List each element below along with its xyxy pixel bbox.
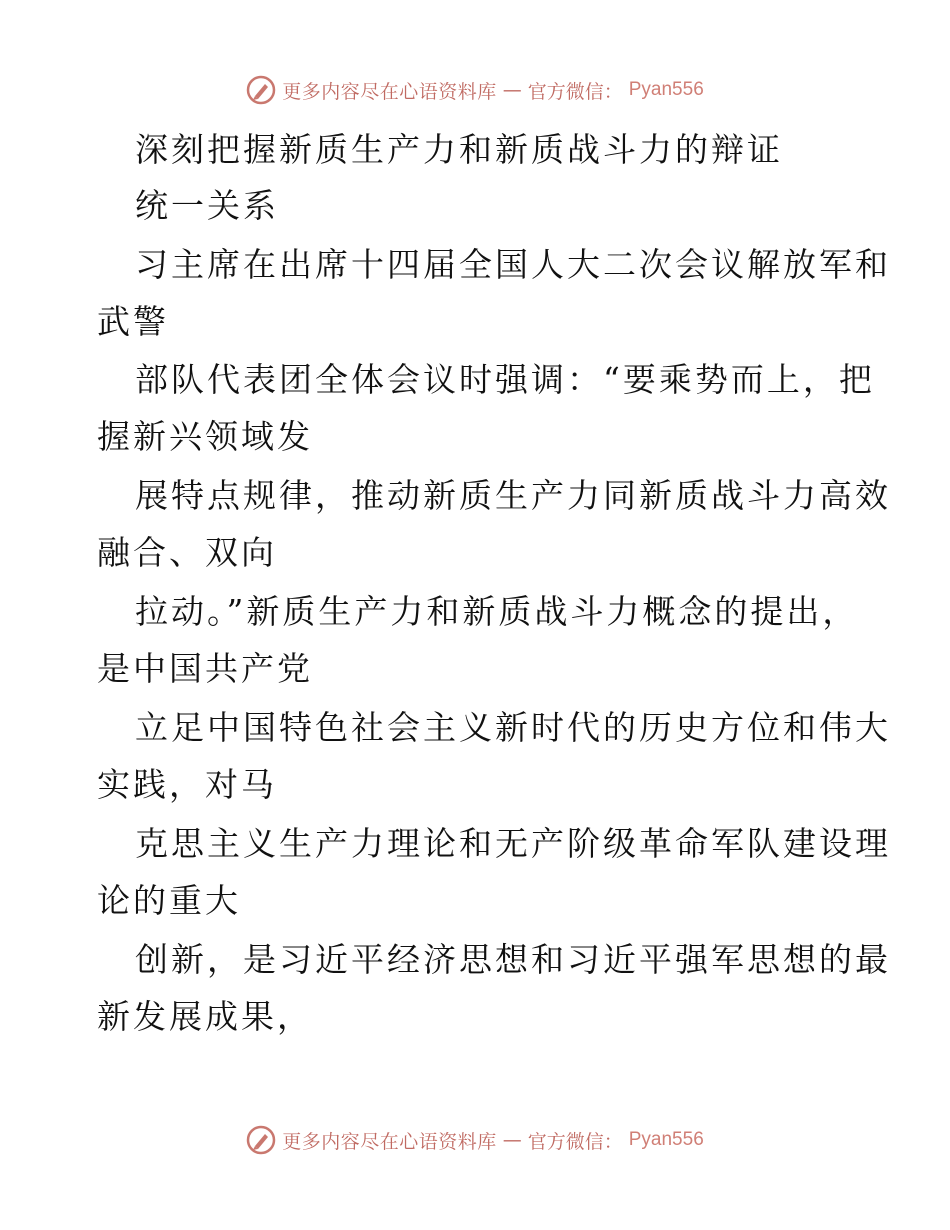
watermark-wechat-label: 官方微信： (527, 80, 623, 103)
body-line: 创新，是习近平经济思想和习近平强军思想的最 (135, 940, 891, 979)
body-line: 部队代表团全体会议时强调：“要乘势而上，把 (135, 360, 875, 399)
body-line: 习主席在出席十四届全国人大二次会议解放军和 (135, 245, 891, 284)
pen-logo-icon (246, 75, 276, 105)
body-line: 展特点规律，推动新质生产力同新质战斗力高效 (135, 476, 891, 515)
watermark-dash: — (502, 79, 522, 101)
footer-watermark (0, 1122, 950, 1158)
header-watermark (0, 72, 950, 108)
body-line: 融合、双向 (97, 533, 277, 572)
body-line: 实践，对马 (97, 765, 277, 804)
watermark-wechat-label: 官方微信： (527, 1130, 623, 1153)
body-line: 统一关系 (135, 186, 279, 225)
body-line: 武警 (97, 302, 169, 341)
watermark-site-text: 更多内容尽在心语资料库 (282, 1130, 497, 1153)
body-line: 是中国共产党 (97, 649, 313, 688)
body-line: 握新兴领域发 (97, 417, 313, 456)
body-line: 深刻把握新质生产力和新质战斗力的辩证 (135, 130, 783, 169)
body-line: 立足中国特色社会主义新时代的历史方位和伟大 (135, 708, 891, 747)
pen-logo-icon (246, 1125, 276, 1155)
body-line: 论的重大 (97, 881, 241, 920)
watermark-dash: — (502, 1129, 522, 1151)
body-line: 新发展成果， (97, 997, 313, 1036)
watermark-site-text: 更多内容尽在心语资料库 (282, 80, 497, 103)
body-line: 克思主义生产力理论和无产阶级革命军队建设理 (135, 824, 891, 863)
body-line: 拉动。”新质生产力和新质战斗力概念的提出， (135, 592, 859, 631)
watermark-wechat-id: Pyan556 (628, 79, 704, 100)
watermark-wechat-id: Pyan556 (628, 1129, 704, 1150)
